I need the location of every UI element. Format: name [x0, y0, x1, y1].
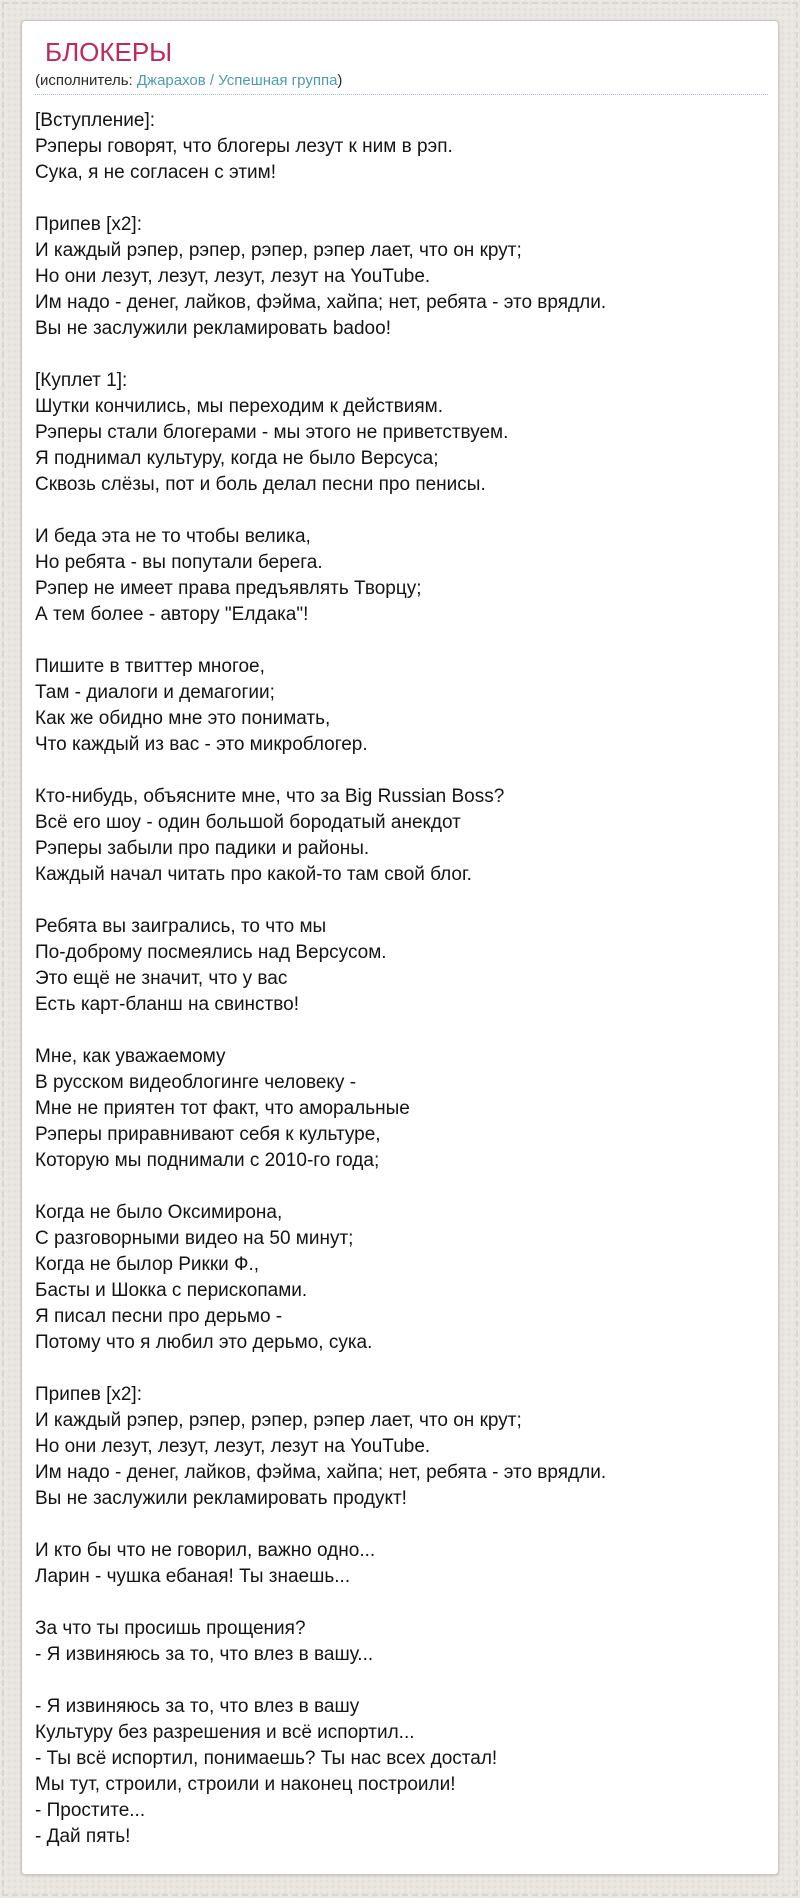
- stanza: [35, 784, 768, 888]
- lyrics-line: И каждый рэпер, рэпер, рэпер, рэпер лает, что он крут;: [35, 240, 522, 261]
- lyrics-line: Рэперы стали блогерами - мы этого не приветствуем.: [35, 422, 509, 443]
- lyrics-card: [21, 20, 779, 1875]
- lyrics-line: Которую мы поднимали с 2010-го года;: [35, 1150, 380, 1171]
- lyrics-line: Каждый начал читать про какой-то там свой блог.: [35, 864, 472, 885]
- lyrics-line: [Куплет 1]:: [35, 370, 128, 391]
- lyrics-line: Кто-нибудь, объясните мне, что за Big Russian Boss?: [35, 786, 505, 807]
- stanza: [35, 914, 768, 1018]
- lyrics-line: Сука, я не согласен с этим!: [35, 162, 276, 183]
- lyrics-line: И каждый рэпер, рэпер, рэпер, рэпер лает, что он крут;: [35, 1410, 522, 1431]
- stanza: [35, 1616, 768, 1668]
- artist-label-suffix: ): [337, 72, 343, 89]
- lyrics-line: Там - диалоги и демагогии;: [35, 682, 275, 703]
- song-title: БЛОКЕРЫ: [45, 37, 173, 67]
- lyrics-line: Потому что я любил это дерьмо, сука.: [35, 1332, 373, 1353]
- stanza: [35, 654, 768, 758]
- lyrics-line: Им надо - денег, лайков, фэйма, хайпа; нет, ребята - это врядли.: [35, 292, 607, 313]
- lyrics-line: И кто бы что не говорил, важно одно...: [35, 1540, 376, 1561]
- stanza: [35, 1382, 768, 1512]
- lyrics-line: Культуру без разрешения и всё испортил...: [35, 1722, 415, 1743]
- lyrics-line: Есть карт-бланш на свинство!: [35, 994, 299, 1015]
- artist-line: [35, 71, 768, 95]
- lyrics-line: Я писал песни про дерьмо -: [35, 1306, 283, 1327]
- stanza: [35, 524, 768, 628]
- lyrics-line: Пишите в твиттер многое,: [35, 656, 265, 677]
- lyrics-line: - Я извиняюсь за то, что влез в вашу...: [35, 1644, 374, 1665]
- lyrics-line: В русском видеоблогинге человеку -: [35, 1072, 357, 1093]
- stanza: [35, 368, 768, 498]
- lyrics-line: [Вступление]:: [35, 110, 156, 131]
- lyrics-line: Рэперы забыли про падики и районы.: [35, 838, 370, 859]
- lyrics-line: Припев [x2]:: [35, 1384, 142, 1405]
- lyrics-line: А тем более - автору "Елдака"!: [35, 604, 309, 625]
- lyrics-line: Я поднимал культуру, когда не было Версуса;: [35, 448, 439, 469]
- lyrics-line: Как же обидно мне это понимать,: [35, 708, 331, 729]
- lyrics-line: По-доброму посмеялись над Версусом.: [35, 942, 387, 963]
- lyrics-line: Рэперы приравнивают себя к культуре,: [35, 1124, 381, 1145]
- lyrics-line: Но они лезут, лезут, лезут, лезут на YouTube.: [35, 1436, 431, 1457]
- stanza: [35, 1200, 768, 1356]
- lyrics-line: - Простите...: [35, 1800, 146, 1821]
- lyrics-line: Когда не было Оксимирона,: [35, 1202, 283, 1223]
- lyrics-line: Ребята вы заигрались, то что мы: [35, 916, 327, 937]
- lyrics-line: - Дай пять!: [35, 1826, 131, 1847]
- artist-label-prefix: (исполнитель:: [35, 72, 137, 89]
- lyrics-line: Вы не заслужили рекламировать продукт!: [35, 1488, 407, 1509]
- lyrics-line: И беда эта не то чтобы велика,: [35, 526, 311, 547]
- stanza: [35, 1538, 768, 1590]
- lyrics-line: Рэпер не имеет права предъявлять Творцу;: [35, 578, 422, 599]
- lyrics-line: Басты и Шокка с перископами.: [35, 1280, 308, 1301]
- lyrics-line: Шутки кончились, мы переходим к действиям.: [35, 396, 444, 417]
- lyrics-line: - Я извиняюсь за то, что влез в вашу: [35, 1696, 360, 1717]
- stanza: [35, 212, 768, 342]
- lyrics-text: [35, 108, 768, 1850]
- lyrics-line: - Ты всё испортил, понимаешь? Ты нас всех достал!: [35, 1748, 498, 1769]
- artist-link[interactable]: Джарахов / Успешная группа: [136, 72, 338, 89]
- stanza: [35, 1694, 768, 1850]
- lyrics-line: Вы не заслужили рекламировать badoo!: [35, 318, 391, 339]
- stanza: [35, 108, 768, 186]
- lyrics-line: Но ребята - вы попутали берега.: [35, 552, 323, 573]
- lyrics-line: Им надо - денег, лайков, фэйма, хайпа; нет, ребята - это врядли.: [35, 1462, 607, 1483]
- lyrics-line: Когда не былор Рикки Ф.,: [35, 1254, 260, 1275]
- lyrics-line: С разговорными видео на 50 минут;: [35, 1228, 354, 1249]
- lyrics-line: Ларин - чушка ебаная! Ты знаешь...: [35, 1566, 351, 1587]
- lyrics-line: Мне, как уважаемому: [35, 1046, 226, 1067]
- lyrics-line: Рэперы говорят, что блогеры лезут к ним в рэп.: [35, 136, 453, 157]
- lyrics-line: Но они лезут, лезут, лезут, лезут на YouTube.: [35, 266, 431, 287]
- lyrics-line: Мне не приятен тот факт, что аморальные: [35, 1098, 410, 1119]
- lyrics-line: Что каждый из вас - это микроблогер.: [35, 734, 368, 755]
- lyrics-line: За что ты просишь прощения?: [35, 1618, 306, 1639]
- lyrics-line: Всё его шоу - один большой бородатый анекдот: [35, 812, 461, 833]
- lyrics-line: Припев [x2]:: [35, 214, 142, 235]
- lyrics-line: Сквозь слёзы, пот и боль делал песни про пенисы.: [35, 474, 486, 495]
- stanza: [35, 1044, 768, 1174]
- lyrics-line: Это ещё не значит, что у вас: [35, 968, 288, 989]
- lyrics-line: Мы тут, строили, строили и наконец построили!: [35, 1774, 456, 1795]
